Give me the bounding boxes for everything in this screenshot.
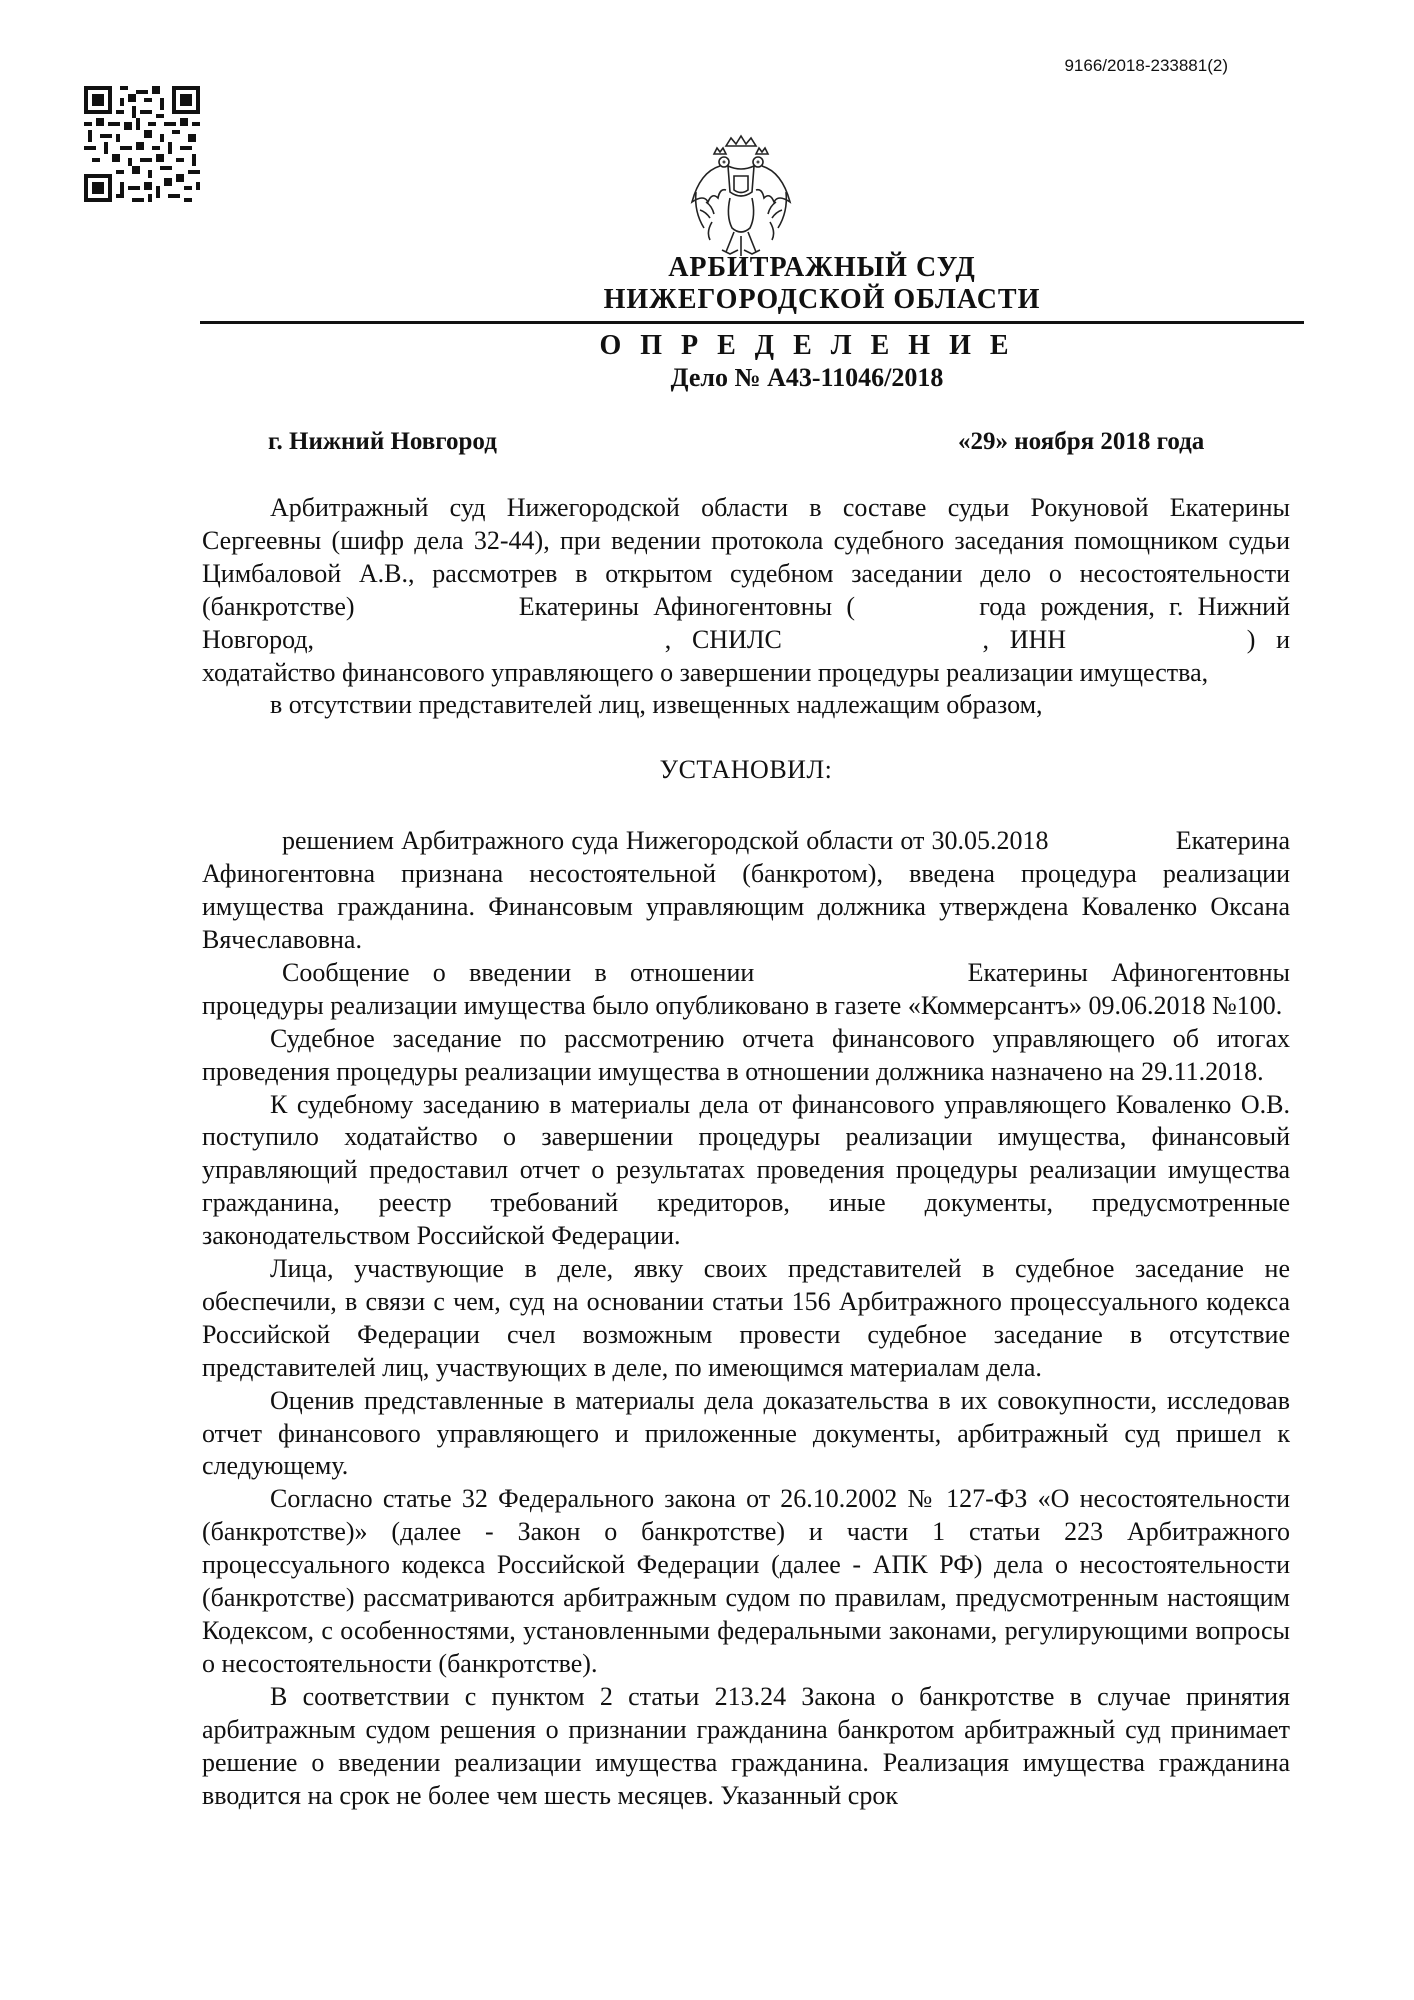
intro-text-c: года рождения, г. Нижний Новгород,	[202, 591, 1290, 654]
document-place: г. Нижний Новгород	[268, 428, 497, 455]
evaluation-paragraph: Оценив представленные в материалы дела доказательства в их совокупности, исследовав отчет финансового управляющего и приложенные документы, арбитражный суд пришел к следующему.	[202, 1385, 1290, 1481]
court-name-line2: НИЖЕГОРОДСКОЙ ОБЛАСТИ	[603, 284, 1041, 315]
decision-text-b: Екатерина Афиногентовна признана несостоятельной (банкротом), введена процедура реализации имущества гражданина. Финансовым управляющим должника утверждена Коваленко Оксана Вячеславовна.	[202, 826, 1291, 954]
decision-paragraph	[202, 825, 1290, 957]
petition-paragraph: К судебному заседанию в материалы дела от финансового управляющего Коваленко О.В. поступило ходатайство о завершении процедуры реализации имущества, финансовый управляющий предоставил отчет о результатах проведения процедуры реализации имущества гражданина, реестр требований кредиторов, иные документы, предусмотренные законодательством Российской Федерации.	[202, 1089, 1290, 1251]
intro-paragraph	[202, 492, 1290, 689]
decision-text-a: решением Арбитражного суда Нижегородской области от 30.05.2018	[282, 826, 1049, 856]
coat-of-arms-emblem	[686, 132, 796, 264]
court-name-line1: АРБИТРАЖНЫЙ СУД	[668, 252, 976, 283]
established-heading: УСТАНОВИЛ:	[659, 755, 833, 785]
publication-text-a: Сообщение о введении в отношении	[282, 957, 755, 987]
document-title: О П Р Е Д Е Л Е Н И Е	[599, 330, 1015, 361]
intro-text-b: Екатерины Афиногентовны (	[518, 591, 856, 621]
document-body	[202, 492, 1290, 1812]
intro-text-f: ) и ходатайство финансового управляющего о завершении процедуры реализации имущества,	[202, 624, 1291, 687]
publication-text-b: Екатерины Афиногентовны процедуры реализации имущества было опубликовано в газете «Коммерсантъ» 09.06.2018 №100.	[202, 957, 1291, 1020]
intro-text-d: , СНИЛС	[664, 624, 782, 654]
publication-paragraph	[202, 957, 1290, 1023]
document-number: 9166/2018-233881(2)	[1064, 56, 1228, 75]
attendance-paragraph: в отсутствии представителей лиц, извещенных надлежащим образом,	[270, 690, 1043, 720]
hearing-paragraph: Судебное заседание по рассмотрению отчета финансового управляющего об итогах проведения процедуры реализации имущества в отношении должника назначено на 29.11.2018.	[202, 1023, 1290, 1086]
intro-text-a: Арбитражный суд Нижегородской области в составе судьи Рокуновой Екатерины Сергеевны (шифр дела 32-44), при ведении протокола судебного заседания помощником судьи Цимбаловой А.В., рассмотрев в открытом судебном заседании дело о несостоятельности (банкротстве)	[202, 493, 1290, 621]
law-paragraph: Согласно статье 32 Федерального закона от 26.10.2002 № 127-ФЗ «О несостоятельности (банкротстве)» (далее - Закон о банкротстве) и части 1 статьи 223 Арбитражного процессуального кодекса Российской Федерации (далее - АПК РФ) дела о несостоятельности (банкротстве) рассматриваются арбитражным судом по правилам, предусмотренным настоящим Кодексом, с особенностями, установленными федеральными законами, регулирующими вопросы о несостоятельности (банкротстве).	[202, 1484, 1290, 1678]
term-paragraph: В соответствии с пунктом 2 статьи 213.24 Закона о банкротстве в случае принятия арбитражным судом решения о признании гражданина банкротом арбитражный суд принимает решение о введении реализации имущества гражданина. Реализация имущества гражданина вводится на срок не более чем шесть месяцев. Указанный срок	[202, 1681, 1290, 1810]
intro-text-e: , ИНН	[982, 624, 1067, 654]
document-date: «29» ноября 2018 года	[958, 428, 1205, 455]
qr-code-icon	[84, 86, 200, 202]
case-number: Дело № А43-11046/2018	[670, 363, 944, 392]
header-divider	[200, 321, 1304, 324]
absence-paragraph: Лица, участвующие в деле, явку своих представителей в судебное заседание не обеспечили, в связи с чем, суд на основании статьи 156 Арбитражного процессуального кодекса Российской Федерации счел возможным провести судебное заседание в отсутствие представителей лиц, участвующих в деле, по имеющимся материалам дела.	[202, 1254, 1290, 1382]
